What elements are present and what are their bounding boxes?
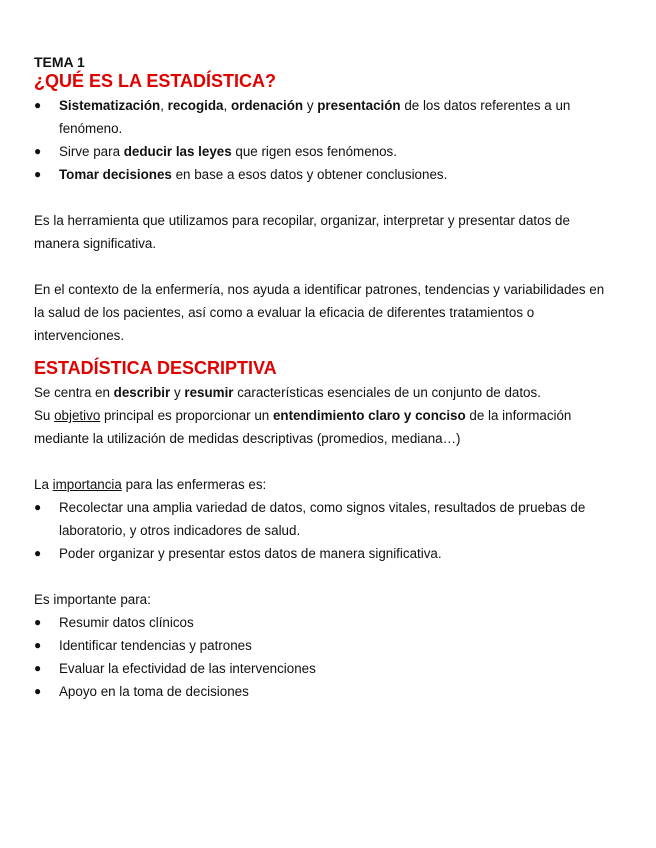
list-item — [34, 657, 616, 680]
bullet-dot: ● — [34, 661, 42, 675]
text-run: , — [160, 98, 168, 113]
bullet-dot: ● — [34, 167, 42, 181]
paragraph-tool-definition: Es la herramienta que utilizamos para recopilar, organizar, interpretar y presentar datos de manera significativa. — [34, 213, 570, 251]
text-run: características esenciales de un conjunto de datos. — [233, 385, 541, 400]
paragraph-gap — [34, 450, 616, 473]
text-run: y — [170, 385, 185, 400]
bullet-dot: ● — [34, 500, 42, 514]
paragraph-important-for: Es importante para: — [34, 592, 151, 607]
paragraph-importance-intro — [34, 473, 616, 496]
bold-term: ordenación — [230, 98, 304, 113]
text-run: de la información mediante la utilización de medidas descriptivas (promedios, mediana…) — [34, 408, 572, 446]
list-item — [34, 496, 616, 542]
bullet-dot: ● — [34, 615, 42, 629]
text-run: Identificar tendencias y patrones — [59, 638, 252, 653]
list-item — [34, 680, 616, 703]
bold-term: entendimiento claro y conciso — [272, 408, 466, 423]
paragraph-objective — [34, 404, 616, 450]
bullet-dot: ● — [34, 638, 42, 652]
text-run: Evaluar la efectividad de las intervenciones — [59, 661, 316, 676]
topic-label: TEMA 1 — [34, 54, 85, 70]
text-run: La — [34, 477, 53, 492]
bullet-dot: ● — [34, 98, 42, 112]
bold-term: resumir — [184, 385, 234, 400]
text-run: , — [223, 98, 231, 113]
text-run: para las enfermeras es: — [121, 477, 267, 492]
text-run: y — [303, 98, 318, 113]
bold-term: presentación — [317, 98, 401, 113]
text-run: principal es proporcionar un — [100, 408, 273, 423]
bold-term: deducir las leyes — [123, 144, 232, 159]
underlined-term: importancia — [52, 477, 122, 492]
paragraph-nursing-context: En el contexto de la enfermería, nos ayuda a identificar patrones, tendencias y variabilidades en la salud de los pacientes, así como a evaluar la eficacia de diferentes tratamientos o intervenciones. — [34, 282, 605, 343]
list-item — [34, 94, 616, 140]
bullet-dot: ● — [34, 684, 42, 698]
list-item — [34, 634, 616, 657]
bullet-dot: ● — [34, 144, 42, 158]
list-item — [34, 611, 616, 634]
definition-bullet-list — [34, 94, 616, 186]
text-run: Recolectar una amplia variedad de datos, como signos vitales, resultados de pruebas de laboratorio, y otros indicadores de salud. — [59, 500, 586, 538]
paragraph-gap — [34, 565, 616, 588]
list-item — [34, 163, 616, 186]
paragraph-describe-summarize — [34, 381, 616, 404]
text-run: Resumir datos clínicos — [59, 615, 194, 630]
bold-term: Sistematización — [59, 98, 161, 113]
underlined-term: objetivo — [54, 408, 101, 423]
text-run: Poder organizar y presentar estos datos de manera significativa. — [59, 546, 442, 561]
text-run: en base a esos datos y obtener conclusiones. — [171, 167, 448, 182]
text-run: de los datos referentes a un fenómeno. — [59, 98, 571, 136]
bullet-dot: ● — [34, 546, 42, 560]
bold-term: recogida — [167, 98, 224, 113]
list-item — [34, 542, 616, 565]
section-heading-descriptive-statistics: ESTADÍSTICA DESCRIPTIVA — [34, 358, 277, 378]
text-run: Se centra en — [34, 385, 114, 400]
bold-term: describir — [113, 385, 171, 400]
section-heading-what-is-statistics: ¿QUÉ ES LA ESTADÍSTICA? — [34, 71, 277, 91]
paragraph-gap — [34, 186, 616, 209]
list-item — [34, 140, 616, 163]
text-run: que rigen esos fenómenos. — [231, 144, 397, 159]
paragraph-gap — [34, 255, 616, 278]
text-run: Sirve para — [59, 144, 124, 159]
bold-term: Tomar decisiones — [59, 167, 172, 182]
text-run: Apoyo en la toma de decisiones — [59, 684, 249, 699]
uses-bullet-list — [34, 611, 616, 703]
text-run: Su — [34, 408, 55, 423]
importance-bullet-list — [34, 496, 616, 565]
